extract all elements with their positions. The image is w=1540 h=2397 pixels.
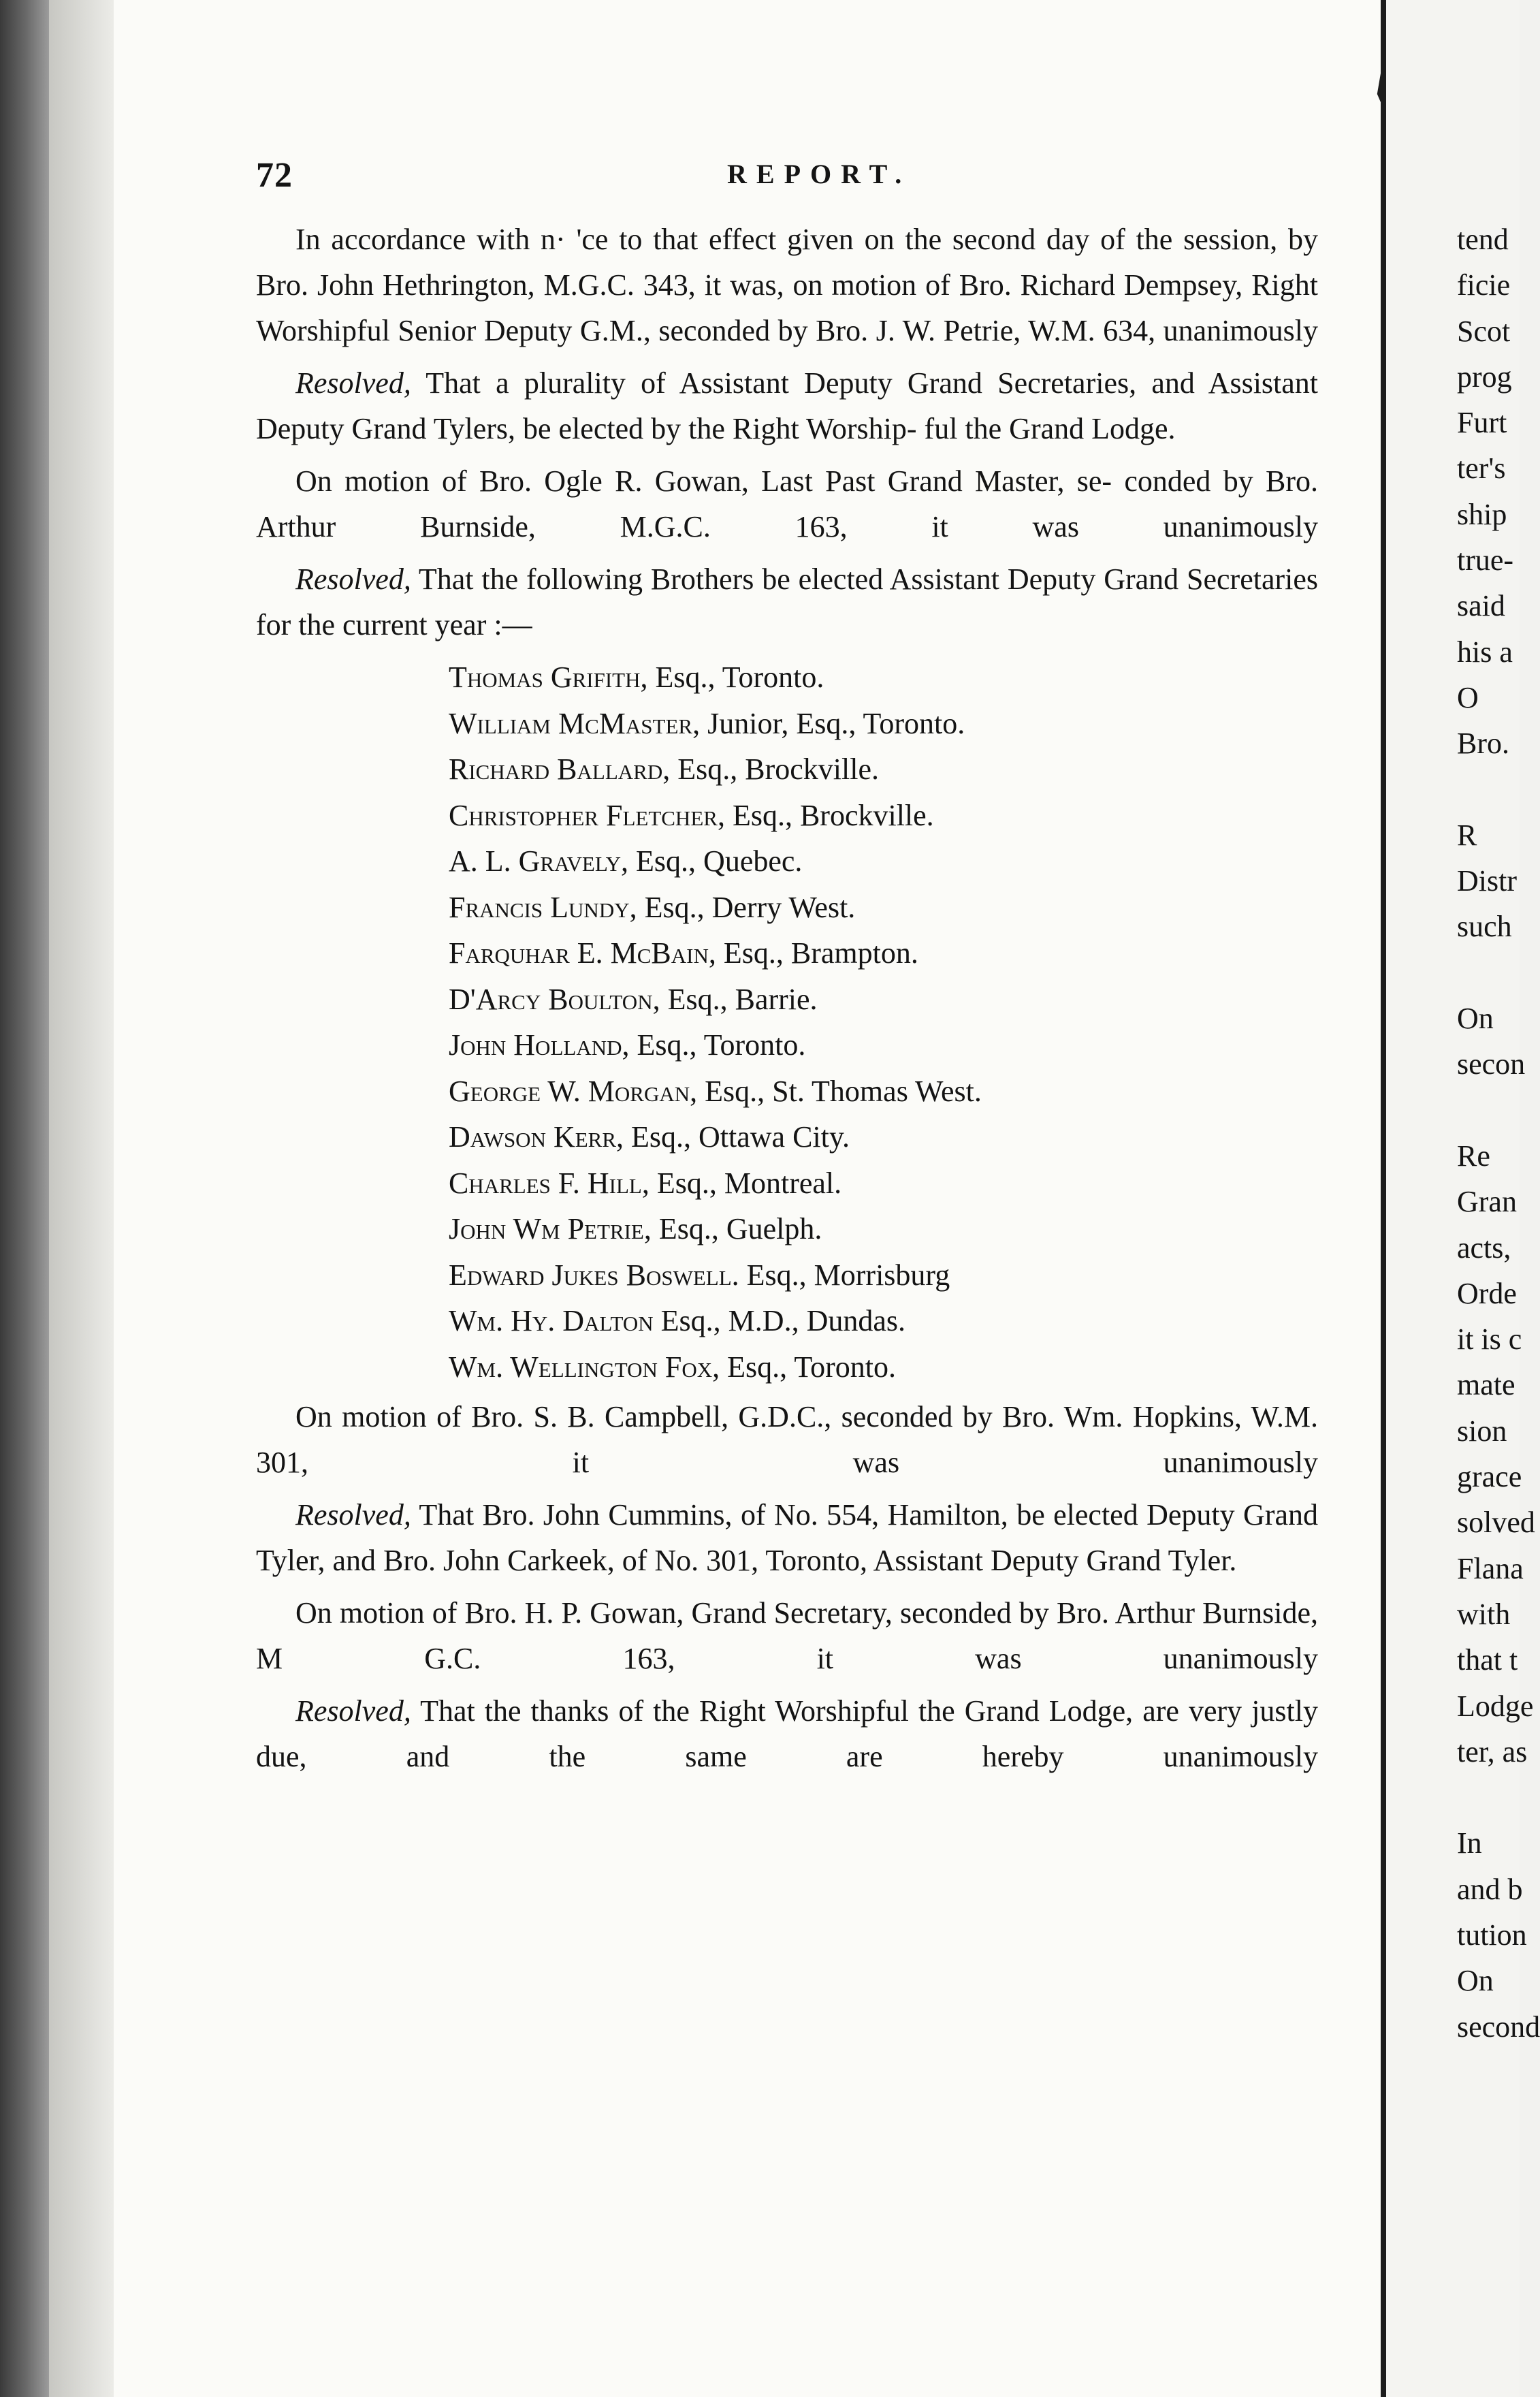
adjacent-page-line: solved bbox=[1457, 1506, 1535, 1540]
adjacent-page-line: said bbox=[1457, 589, 1505, 623]
brother-details: , Esq., Montreal. bbox=[641, 1166, 842, 1200]
text-line: That the thanks of the Right Worshipful the Grand bbox=[411, 1694, 1040, 1728]
adjacent-page-line: O bbox=[1457, 680, 1479, 714]
text-line: of the session, by Bro. John Hethrington, M.G.C. 343, it was, on bbox=[256, 223, 1319, 302]
paragraph-resolved-4 bbox=[256, 1688, 1318, 1779]
text-line: Lodge, are very justly due, and the same are hereby unanimously bbox=[256, 1694, 1318, 1773]
brother-details: . Esq., Morrisburg bbox=[731, 1258, 950, 1292]
adjacent-page-text bbox=[1457, 217, 1539, 2050]
list-item bbox=[449, 885, 1318, 931]
adjacent-page-line bbox=[1457, 1088, 1539, 1133]
brother-details: , Esq., Brampton. bbox=[708, 936, 918, 970]
brother-details: , Esq., Toronto. bbox=[622, 1028, 806, 1062]
adjacent-page-line: On bbox=[1457, 1002, 1494, 1036]
paragraph-motion-4 bbox=[256, 1590, 1318, 1681]
adjacent-page-line: ter's bbox=[1457, 451, 1506, 486]
list-item bbox=[449, 838, 1318, 885]
text-line: Toronto, Assistant Deputy Grand Tyler. bbox=[765, 1544, 1237, 1577]
text-line: G.M., seconded by Bro. J. W. Petrie, W.M. 634, unanimously bbox=[579, 314, 1318, 347]
text-line: and Assistant Deputy Grand Tylers, be elected by the Right Worship- bbox=[256, 366, 1319, 445]
adjacent-page-line: secon bbox=[1457, 1047, 1526, 1081]
paragraph-resolved-1 bbox=[256, 360, 1318, 451]
resolved-label: Resolved, bbox=[295, 366, 411, 400]
brother-details: , Junior, Esq., Toronto. bbox=[692, 706, 965, 740]
adjacent-page-line bbox=[1457, 950, 1539, 996]
adjacent-page-line: true- bbox=[1457, 543, 1514, 577]
brother-name: Christopher Fletcher bbox=[449, 798, 718, 832]
text-line: In accordance with n· 'ce to that effect given on the second day bbox=[295, 223, 1090, 256]
adjacent-page-line: ter, as bbox=[1457, 1734, 1528, 1768]
list-item bbox=[449, 1252, 1318, 1299]
text-line: ful the Grand Lodge. bbox=[924, 412, 1176, 445]
book-binding-shadow bbox=[0, 0, 49, 2397]
text-line: On motion of Bro. Ogle R. Gowan, Last Past Grand Master, se- bbox=[295, 464, 1112, 498]
brother-details: , Esq., Barrie. bbox=[652, 982, 818, 1016]
brother-details: , Esq., Brockville. bbox=[717, 798, 934, 832]
adjacent-page-line: Scot bbox=[1457, 314, 1511, 348]
page-number: 72 bbox=[256, 156, 293, 195]
brother-name: Dawson Kerr bbox=[449, 1120, 617, 1154]
brother-details: , Esq., Quebec. bbox=[621, 844, 803, 878]
resolved-label: Resolved, bbox=[295, 1694, 411, 1728]
adjacent-page-line: Re bbox=[1457, 1139, 1490, 1173]
brother-name: Wm. Wellington Fox bbox=[449, 1350, 713, 1384]
text-line: Grand Secretaries for the current year :— bbox=[256, 562, 1319, 641]
list-item bbox=[449, 930, 1318, 977]
brother-details: Esq., M.D., Dundas. bbox=[653, 1304, 905, 1337]
adjacent-page-line: it is c bbox=[1457, 1322, 1522, 1356]
adjacent-page-line: Furt bbox=[1457, 406, 1507, 440]
adjacent-page-line: In bbox=[1457, 1826, 1482, 1860]
adjacent-page-line: that t bbox=[1457, 1643, 1518, 1677]
brother-details: , Esq., Toronto. bbox=[712, 1350, 897, 1384]
list-item bbox=[449, 1344, 1318, 1391]
adjacent-page-line: Flana bbox=[1457, 1551, 1524, 1585]
adjacent-page-line: with bbox=[1457, 1597, 1511, 1631]
resolved-label: Resolved, bbox=[295, 1498, 411, 1531]
brother-name: Wm. Hy. Dalton bbox=[449, 1304, 654, 1337]
text-line: On motion of Bro. S. B. Campbell, G.D.C., seconded by Bro. bbox=[295, 1400, 1055, 1433]
book-binding-edge bbox=[49, 0, 114, 2397]
adjacent-page-line: Bro. bbox=[1457, 727, 1509, 761]
adjacent-page-line: R bbox=[1457, 818, 1477, 852]
text-line: That a plurality of Assistant Deputy Grand Secretaries, bbox=[411, 366, 1137, 400]
adjacent-page-line: Gran bbox=[1457, 1185, 1517, 1219]
adjacent-page-line: Distr bbox=[1457, 864, 1517, 898]
brother-name: John Wm Petrie bbox=[449, 1212, 644, 1245]
paragraph-resolved-3 bbox=[256, 1492, 1318, 1583]
list-item bbox=[449, 1298, 1318, 1344]
page-gutter bbox=[1381, 0, 1386, 2397]
adjacent-page-line: his a bbox=[1457, 635, 1513, 669]
adjacent-page-line: such bbox=[1457, 910, 1512, 944]
paragraph-resolved-2 bbox=[256, 556, 1318, 648]
list-item bbox=[449, 1206, 1318, 1252]
adjacent-page-line bbox=[1457, 1775, 1539, 1820]
brother-name: A. L. Gravely bbox=[449, 844, 622, 878]
paragraph-motion-1 bbox=[256, 217, 1318, 353]
brother-name: Francis Lundy bbox=[449, 890, 630, 924]
list-item bbox=[449, 977, 1318, 1023]
list-item bbox=[449, 793, 1318, 839]
brother-details: , Esq., Brockville. bbox=[662, 752, 879, 786]
adjacent-page-line: prog bbox=[1457, 360, 1512, 394]
list-item bbox=[449, 654, 1318, 701]
adjacent-page-line: ficie bbox=[1457, 268, 1511, 302]
adjacent-page-line: grace bbox=[1457, 1460, 1522, 1494]
brother-name: John Holland bbox=[449, 1028, 622, 1062]
brother-details: , Esq., Guelph. bbox=[643, 1212, 822, 1245]
brother-name: Richard Ballard bbox=[449, 752, 663, 786]
brother-name: Farquhar E. McBain bbox=[449, 936, 709, 970]
text-line: That Bro. John Cummins, of No. 554, Hamilton, be bbox=[411, 1498, 1045, 1531]
adjacent-page-line: Orde bbox=[1457, 1276, 1517, 1310]
text-line: Bro. Arthur Burnside, M G.C. 163, it was unanimously bbox=[256, 1596, 1318, 1675]
adjacent-page-line: mate bbox=[1457, 1368, 1515, 1402]
adjacent-page-line: On bbox=[1457, 1964, 1494, 1998]
brother-name: Edward Jukes Boswell bbox=[449, 1258, 732, 1292]
adjacent-page-line: ship bbox=[1457, 497, 1507, 531]
brother-name: Charles F. Hill bbox=[449, 1166, 642, 1200]
brother-name: Thomas Grifith bbox=[449, 661, 641, 694]
text-line: Wm. Hopkins, W.M. 301, it was unanimously bbox=[256, 1400, 1318, 1479]
list-item bbox=[449, 1022, 1318, 1068]
text-line: motion of Bro. Richard Dempsey, Right Worshipful Senior Deputy bbox=[256, 268, 1318, 347]
list-item bbox=[449, 746, 1318, 793]
brothers-list bbox=[256, 654, 1318, 1390]
running-head: REPORT. bbox=[727, 159, 912, 189]
list-item bbox=[449, 701, 1318, 747]
brother-details: , Esq., Ottawa City. bbox=[616, 1120, 850, 1154]
text-line: On motion of Bro. H. P. Gowan, Grand Secretary, seconded by bbox=[295, 1596, 1049, 1630]
brother-details: , Esq., Toronto. bbox=[640, 661, 824, 694]
adjacent-page-line: and b bbox=[1457, 1872, 1523, 1906]
brother-name: William McMaster bbox=[449, 706, 693, 740]
text-line: conded by Bro. Arthur Burnside, M.G.C. 163, it was unanimously bbox=[256, 464, 1319, 543]
adjacent-page-line: sion bbox=[1457, 1414, 1507, 1448]
adjacent-page-line: tution bbox=[1457, 1918, 1527, 1952]
paragraph-motion-3 bbox=[256, 1394, 1318, 1485]
list-item bbox=[449, 1068, 1318, 1115]
brother-name: D'Arcy Boulton bbox=[449, 982, 653, 1016]
brother-details: , Esq., St. Thomas West. bbox=[690, 1074, 982, 1108]
text-line: That the following Brothers be elected Assistant Deputy bbox=[411, 562, 1096, 596]
brother-details: , Esq., Derry West. bbox=[629, 890, 856, 924]
adjacent-page-line: tend bbox=[1457, 223, 1509, 256]
list-item bbox=[449, 1114, 1318, 1160]
text-line: elected Deputy Grand Tyler, and Bro. John Carkeek, of No. 301, bbox=[256, 1498, 1319, 1577]
adjacent-page-line: acts, bbox=[1457, 1231, 1511, 1265]
body-text bbox=[256, 217, 1318, 1786]
list-item bbox=[449, 1160, 1318, 1207]
brother-name: George W. Morgan bbox=[449, 1074, 690, 1108]
adjacent-page-line bbox=[1457, 767, 1539, 812]
resolved-label: Resolved, bbox=[295, 562, 411, 596]
adjacent-page-line: second bbox=[1457, 2010, 1540, 2044]
adjacent-page-line: Lodge bbox=[1457, 1689, 1534, 1723]
paragraph-motion-2 bbox=[256, 458, 1318, 550]
